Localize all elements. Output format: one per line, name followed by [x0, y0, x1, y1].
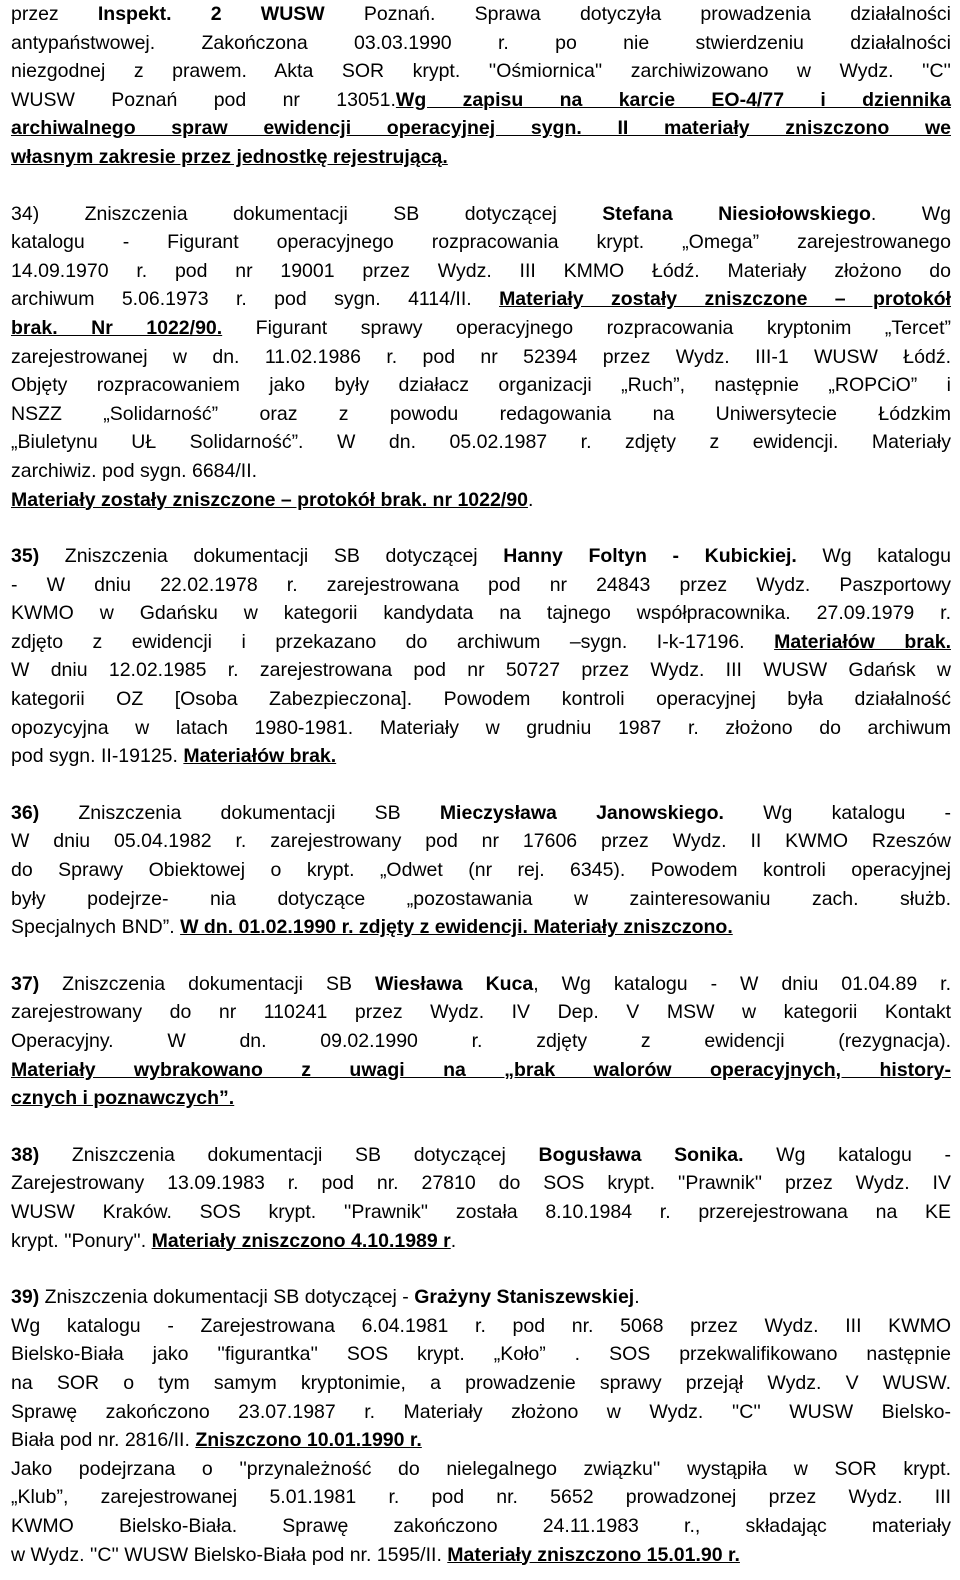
paragraph-p36: [11, 799, 951, 942]
text-segment: Figurant sprawy operacyjnego rozpracowania kryptonim „Tercet”: [222, 316, 951, 339]
text-line: [11, 1340, 951, 1369]
text-segment: 14.09.1970 r. pod nr 19001 przez Wydz. III KMMO Łódź. Materiały złożono do: [11, 259, 951, 282]
emphasis-text: 36): [11, 801, 40, 824]
text-segment: Jako podejrzana o ''przynależność do nielegalnego związku'' wystąpiła w SOR krypt.: [11, 1457, 951, 1480]
text-line: [11, 1398, 951, 1427]
text-line: [11, 1426, 951, 1455]
text-line: [11, 0, 951, 29]
text-line: [11, 742, 951, 771]
emphasis-text: 38): [11, 1143, 40, 1166]
emphasis-text: Wg zapisu na karcie EO-4/77 i dziennika: [395, 88, 951, 111]
emphasis-text: Materiałów brak.: [183, 745, 337, 768]
text-line: [11, 1084, 951, 1113]
text-segment: Wg katalogu - Zarejestrowana 6.04.1981 r. pod nr. 5068 przez Wydz. III KWMO: [11, 1314, 951, 1337]
text-line: [11, 400, 951, 429]
text-segment: Operacyjny. W dn. 09.02.1990 r. zdjęty z ewidencji (rezygnacja).: [11, 1030, 951, 1052]
emphasis-text: Materiały zniszczono 4.10.1989 r: [151, 1229, 451, 1252]
emphasis-text: Materiały wybrakowano z uwagi na „brak walorów operacyjnych, history-: [11, 1058, 951, 1081]
emphasis-text: Wiesława Kuca: [374, 972, 534, 995]
text-segment: Zniszczenia dokumentacji SB dotyczącej -: [39, 1286, 415, 1309]
paragraph-p37: [11, 970, 951, 1113]
text-segment: Zniszczenia dokumentacji SB: [39, 801, 440, 824]
text-line: [11, 457, 951, 486]
text-line: [11, 1541, 951, 1570]
text-line: [11, 343, 951, 372]
text-segment: KWMO Bielsko-Biała. Sprawę zakończono 24.11.1983 r., składając materiały: [11, 1514, 951, 1537]
emphasis-text: Materiałów brak.: [774, 630, 951, 653]
text-line: [11, 970, 951, 999]
emphasis-text: Inspekt. 2 WUSW: [97, 3, 325, 25]
text-line: [11, 913, 951, 942]
text-segment: Bielsko-Biała jako ''figurantka'' SOS krypt. „Koło” . SOS przekwalifikowano następnie: [11, 1343, 951, 1366]
text-line: [11, 827, 951, 856]
paragraph-p34: [11, 200, 951, 515]
text-line: [11, 228, 951, 257]
text-segment: KWMO w Gdańsku w kategorii kandydata na tajnego współpracownika. 27.09.1979 r.: [11, 602, 951, 625]
text-segment: Poznań. Sprawa dotyczyła prowadzenia działalności: [324, 3, 951, 25]
text-segment: Specjalnych BND”.: [11, 916, 181, 939]
paragraph-p39: [11, 1283, 951, 1569]
text-segment: .: [634, 1286, 640, 1309]
emphasis-text: Mieczysława Janowskiego.: [439, 801, 724, 824]
text-segment: .: [450, 1229, 457, 1252]
text-line: [11, 1227, 951, 1256]
text-segment: antypaństwowej. Zakończona 03.03.1990 r. po nie stwierdzeniu działalności: [11, 31, 951, 54]
emphasis-text: Materiały zostały zniszczone – protokół: [499, 288, 952, 311]
text-segment: zarchiwiz. pod sygn. 6684/II.: [11, 459, 258, 482]
text-line: [11, 57, 951, 86]
text-line: [11, 285, 951, 314]
text-segment: zarejestrowanej w dn. 11.02.1986 r. pod nr 52394 przez Wydz. III-1 WUSW Łódź.: [11, 345, 951, 368]
text-line: [11, 1056, 951, 1085]
text-line: [11, 143, 951, 172]
text-line: [11, 314, 951, 343]
text-line: [11, 29, 951, 58]
text-segment: „Biuletynu UŁ Solidarność”. W dn. 05.02.1987 r. zdjęty z ewidencji. Materiały: [11, 431, 951, 454]
text-segment: Objęty rozpracowaniem jako były działacz organizacji „Ruch”, następnie „ROPCiO” i: [11, 374, 951, 397]
text-line: [11, 1027, 951, 1056]
text-segment: były podejrze- nia dotyczące „pozostawania w zainteresowaniu zach. służb.: [11, 887, 951, 910]
text-line: [11, 714, 951, 743]
emphasis-text: Hanny Foltyn - Kubickiej.: [503, 545, 797, 568]
text-line: [11, 599, 951, 628]
text-segment: Zniszczenia dokumentacji SB dotyczącej: [39, 545, 504, 568]
text-line: [11, 114, 951, 143]
text-line: [11, 486, 951, 515]
text-line: [11, 428, 951, 457]
text-line: [11, 1369, 951, 1398]
paragraph-p35: [11, 542, 951, 771]
text-segment: . Wg: [870, 202, 951, 225]
text-segment: , Wg katalogu - W dniu 01.04.89 r.: [533, 972, 951, 995]
text-line: [11, 1169, 951, 1198]
text-segment: Wg katalogu -: [723, 801, 951, 824]
text-line: [11, 371, 951, 400]
text-line: [11, 799, 951, 828]
text-line: [11, 1141, 951, 1170]
text-segment: Sprawę zakończono 23.07.1987 r. Materiały złożono w Wydz. ''C'' WUSW Bielsko-: [11, 1400, 951, 1423]
text-segment: przez: [11, 3, 98, 25]
text-line: [11, 200, 951, 229]
text-segment: zdjęto z ewidencji i przekazano do archiwum –sygn. I-k-17196.: [11, 630, 775, 653]
text-line: [11, 885, 951, 914]
text-line: [11, 998, 951, 1027]
emphasis-text: archiwalnego spraw ewidencji operacyjnej sygn. II materiały zniszczono we: [11, 117, 951, 140]
text-segment: 34) Zniszczenia dokumentacji SB dotyczącej: [11, 202, 603, 225]
emphasis-text: Materiały zostały zniszczone – protokół brak. nr 1022/90: [11, 488, 528, 511]
text-line: [11, 1312, 951, 1341]
text-segment: na SOR o tym samym kryptonimie, a prowadzenie sprawy przejął Wydz. V WUSW.: [11, 1371, 951, 1394]
text-segment: WUSW Poznań pod nr 13051.: [11, 88, 396, 111]
text-segment: - W dniu 22.02.1978 r. zarejestrowana pod nr 24843 przez Wydz. Paszportowy: [11, 573, 951, 596]
text-segment: .: [527, 488, 534, 511]
text-line: [11, 571, 951, 600]
emphasis-text: brak. Nr 1022/90.: [11, 316, 223, 339]
text-segment: niezgodnej z prawem. Akta SOR krypt. ''Ośmiornica'' zarchiwizowano w Wydz. ''C'': [11, 60, 951, 83]
text-segment: WUSW Kraków. SOS krypt. ''Prawnik'' została 8.10.1984 r. przerejestrowana na KE: [11, 1200, 951, 1223]
emphasis-text: W dn. 01.02.1990 r. zdjęty z ewidencji. Materiały zniszczono.: [180, 916, 733, 939]
text-line: [11, 1455, 951, 1484]
text-segment: archiwum 5.06.1973 r. pod sygn. 4114/II.: [11, 288, 500, 311]
text-line: [11, 542, 951, 571]
emphasis-text: 35): [11, 545, 40, 568]
text-line: [11, 1483, 951, 1512]
text-segment: w Wydz. ''C'' WUSW Bielsko-Biała pod nr. 1595/II.: [11, 1543, 448, 1566]
text-segment: krypt. ''Ponury''.: [11, 1229, 152, 1252]
text-segment: Wg katalogu -: [743, 1143, 951, 1166]
text-segment: W dniu 12.02.1985 r. zarejestrowana pod nr 50727 przez Wydz. III WUSW Gdańsk w: [11, 659, 951, 682]
text-segment: W dniu 05.04.1982 r. zarejestrowany pod nr 17606 przez Wydz. II KWMO Rzeszów: [11, 830, 951, 853]
text-line: [11, 628, 951, 657]
emphasis-text: Bogusława Sonika.: [538, 1143, 744, 1166]
emphasis-text: 39): [11, 1286, 40, 1309]
emphasis-text: Materiały zniszczono 15.01.90 r.: [447, 1543, 740, 1566]
paragraph-p33: [11, 0, 951, 172]
text-segment: katalogu - Figurant operacyjnego rozpracowania krypt. „Omega” zarejestrowanego: [11, 231, 951, 254]
text-segment: „Klub”, zarejestrowanej 5.01.1981 r. pod nr. 5652 prowadzonej przez Wydz. III: [11, 1486, 951, 1509]
text-line: [11, 656, 951, 685]
emphasis-text: Grażyny Staniszewskiej: [414, 1286, 635, 1309]
text-segment: zarejestrowany do nr 110241 przez Wydz. IV Dep. V MSW w kategorii Kontakt: [11, 1001, 951, 1024]
paragraph-p38: [11, 1141, 951, 1255]
emphasis-text: Zniszczono 10.01.1990 r.: [195, 1429, 422, 1452]
text-segment: Zniszczenia dokumentacji SB: [39, 972, 375, 995]
text-segment: Biała pod nr. 2816/II.: [11, 1429, 196, 1452]
text-segment: opozycyjna w latach 1980-1981. Materiały w grudniu 1987 r. złożono do archiwum: [11, 716, 951, 739]
emphasis-text: cznych i poznawczych”.: [11, 1087, 235, 1110]
emphasis-text: własnym zakresie przez jednostkę rejestrującą.: [11, 145, 448, 168]
text-line: [11, 1283, 951, 1312]
emphasis-text: 37): [11, 972, 40, 995]
text-segment: Zniszczenia dokumentacji SB dotyczącej: [39, 1143, 539, 1166]
text-segment: NSZZ „Solidarność” oraz z powodu redagowania na Uniwersytecie Łódzkim: [11, 402, 951, 425]
text-line: [11, 856, 951, 885]
text-segment: kategorii OZ [Osoba Zabezpieczona]. Powodem kontroli operacyjnej była działalność: [11, 688, 951, 711]
text-segment: Wg katalogu: [796, 545, 951, 568]
text-segment: pod sygn. II-19125.: [11, 745, 184, 768]
document-body: [11, 0, 951, 1569]
text-line: [11, 86, 951, 115]
text-line: [11, 1198, 951, 1227]
text-line: [11, 685, 951, 714]
text-segment: do Sprawy Obiektowej o krypt. „Odwet (nr rej. 6345). Powodem kontroli operacyjnej: [11, 859, 951, 882]
text-line: [11, 1512, 951, 1541]
emphasis-text: Stefana Niesiołowskiego: [602, 202, 871, 225]
text-segment: Zarejestrowany 13.09.1983 r. pod nr. 27810 do SOS krypt. ''Prawnik'' przez Wydz. IV: [11, 1172, 951, 1195]
text-line: [11, 257, 951, 286]
